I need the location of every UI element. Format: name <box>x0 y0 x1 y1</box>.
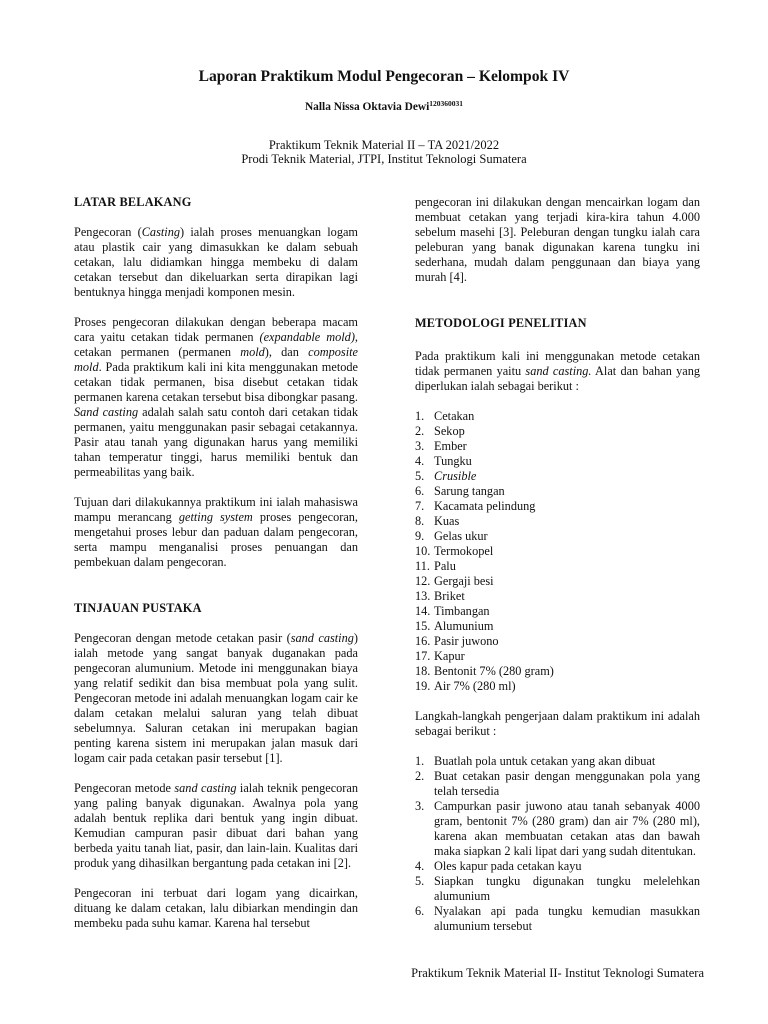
list-item <box>415 589 700 604</box>
list-text: Crusible <box>434 469 477 483</box>
list-number: 6. <box>415 904 425 918</box>
paragraph-7: pengecoran ini dilakukan dengan mencairkan logam dan membuat cetakan yang terjadi kira-kira tahun 4.000 sebelum masehi [3]. Peleburan dengan tungku ialah cara peleburan yang banak digunakan karena tungku ini sederhana, mudah dalam penggunaan dan biaya yang murah [4]. <box>415 195 700 284</box>
list-item <box>415 424 700 439</box>
list-number: 2. <box>415 424 425 438</box>
list-item <box>415 514 700 529</box>
list-text: Gelas ukur <box>434 529 488 543</box>
list-text: Sekop <box>434 424 465 438</box>
list-text: Timbangan <box>434 604 490 618</box>
text: ) ialah proses menuangkan logam atau plastik cair yang dimasukkan ke dalam sebuah cetakan, lalu didiamkan hingga membeku di dalam cetakan tersebut dan dikeluarkan serta dirapikan lagi bentuknya hingga menjadi komponen mesin. <box>74 225 359 299</box>
italic-term: Sand casting <box>74 405 139 419</box>
list-text: Briket <box>434 589 465 603</box>
list-text: Palu <box>434 559 456 573</box>
text: ), dan <box>264 345 309 359</box>
list-number: 4. <box>415 454 425 468</box>
spacer <box>74 585 358 601</box>
list-number: 15. <box>415 619 431 633</box>
text: Pengecoran metode <box>74 781 175 795</box>
list-number: 18. <box>415 664 431 678</box>
list-item <box>415 529 700 544</box>
spacer <box>415 300 700 316</box>
list-item <box>415 649 700 664</box>
list-number: 1. <box>415 754 425 768</box>
list-number: 7. <box>415 499 425 513</box>
list-number: 5. <box>415 874 425 888</box>
text: Pengecoran ( <box>74 225 142 239</box>
list-item <box>415 769 700 799</box>
list-text: Kapur <box>434 649 465 663</box>
list-number: 3. <box>415 799 425 813</box>
list-text: Termokopel <box>434 544 494 558</box>
list-item <box>415 634 700 649</box>
list-item <box>415 754 700 769</box>
italic-term: Casting <box>141 225 180 239</box>
text: adalah salah satu contoh dari cetakan tidak permanen, yaitu menggunakan pasir sebagai cetakannya. Pasir atau tanah yang digunakan harus yang memiliki tahan temperatur tinggi, harus memiliki bentuk dan permeabilitas yang baik. <box>74 405 358 479</box>
heading-latar-belakang: LATAR BELAKANG <box>74 195 192 209</box>
list-number: 5. <box>415 469 425 483</box>
italic-term: getting system <box>178 510 253 524</box>
author-line <box>0 101 768 113</box>
heading-metodologi: METODOLOGI PENELITIAN <box>415 316 587 330</box>
italic-term: sand casting <box>174 781 237 795</box>
list-number: 12. <box>415 574 431 588</box>
tools-list <box>415 409 700 694</box>
list-text: Buatlah pola untuk cetakan yang akan dibuat <box>434 754 656 768</box>
list-item <box>415 439 700 454</box>
list-item <box>415 574 700 589</box>
paper-title: Laporan Praktikum Modul Pengecoran – Kelompok IV <box>198 68 570 85</box>
italic-term: sand casting. <box>525 364 592 378</box>
italic-term: mold <box>240 345 265 359</box>
list-item <box>415 409 700 424</box>
list-text: Siapkan tungku digunakan tungku melelehkan alumunium <box>434 874 700 903</box>
list-number: 14. <box>415 604 431 618</box>
paragraph-6: Pengecoran ini terbuat dari logam yang dicairkan, dituang ke dalam cetakan, lalu dibiarkan mendingin dan membeku pada suhu kamar. Karena hal tersebut <box>74 886 358 930</box>
list-number: 13. <box>415 589 431 603</box>
text: proses pengecoran, mengetahui proses lebur dan paduan dalam pengecoran, serta mampu menganalisi proses penuangan dan pembekuan dalam pengecoran. <box>74 510 358 569</box>
text: , cetakan permanen (permanen <box>74 330 358 359</box>
list-number: 6. <box>415 484 425 498</box>
list-number: 8. <box>415 514 425 528</box>
list-text: Cetakan <box>434 409 475 423</box>
list-item <box>415 544 700 559</box>
list-item <box>415 499 700 514</box>
list-item <box>415 799 700 859</box>
list-number: 4. <box>415 859 425 873</box>
list-text: Kuas <box>434 514 460 528</box>
list-text: Kacamata pelindung <box>434 499 536 513</box>
list-text: Bentonit 7% (280 gram) <box>434 664 554 678</box>
list-number: 1. <box>415 409 425 423</box>
steps-list <box>415 754 700 934</box>
text: ) ialah metode yang sangat banyak duganakan pada pengecoran alumunium. Metode ini menggunakan biaya yang relatif sedikit dan bisa membuat pola yang sulit. Pengecoran metode ini adalah menuangkan logam cair ke dalam cetakan melalui saluran yang telah dibuat sebelumnya. Saluran cetakan ini merupakan bagian penting karena sistem ini merupakan jalan masuk dari logam cair pada cetakan pasir tersebut [1]. <box>74 631 359 765</box>
list-number: 9. <box>415 529 425 543</box>
list-text: Campurkan pasir juwono atau tanah sebanyak 4000 gram, bentonit 7% (280 gram) dan air 7% (280 ml), karena akan membuatan cetakan atas dan bawah maka siapkan 2 kali lipat dari yang sudah ditentukan. <box>434 799 700 858</box>
affiliation-line-2: Prodi Teknik Material, JTPI, Institut Teknologi Sumatera <box>241 152 527 166</box>
affiliation <box>0 138 768 166</box>
list-text: Nyalakan api pada tungku kemudian masukkan alumunium tersebut <box>434 904 700 933</box>
list-text: Air 7% (280 ml) <box>434 679 516 693</box>
list-item <box>415 874 700 904</box>
paragraph-8 <box>415 349 700 394</box>
list-item <box>415 664 700 679</box>
list-number: 10. <box>415 544 431 558</box>
text: Pada praktikum kali ini menggunakan metode cetakan tidak permanen yaitu <box>415 349 700 378</box>
paragraph-3 <box>74 495 358 570</box>
list-item <box>415 484 700 499</box>
italic-term: (expandable mold) <box>259 330 355 344</box>
list-item <box>415 559 700 574</box>
heading-tinjauan-pustaka: TINJAUAN PUSTAKA <box>74 601 202 615</box>
list-text: Alumunium <box>434 619 494 633</box>
right-column <box>415 195 700 949</box>
page-footer: Praktikum Teknik Material II- Institut Teknologi Sumatera <box>411 966 704 980</box>
list-number: 3. <box>415 439 425 453</box>
paragraph-1 <box>74 225 358 300</box>
list-item <box>415 604 700 619</box>
list-number: 17. <box>415 649 431 663</box>
italic-term: composite mold <box>74 345 358 374</box>
text: . Pada praktikum kali ini kita menggunakan metode cetakan tidak permanen, bisa disebut cetakan tidak permanen karena cetakan tersebut bisa dibongkar pasang. <box>74 360 358 404</box>
text: Pengecoran dengan metode cetakan pasir ( <box>74 631 291 645</box>
text: Tujuan dari dilakukannya praktikum ini ialah mahasiswa mampu merancang <box>74 495 358 524</box>
paragraph-9: Langkah-langkah pengerjaan dalam praktikum ini adalah sebagai berikut : <box>415 709 700 738</box>
left-column <box>74 195 358 946</box>
affiliation-line-1: Praktikum Teknik Material II – TA 2021/2022 <box>268 138 500 152</box>
list-text: Ember <box>434 439 467 453</box>
list-item <box>415 619 700 634</box>
list-item <box>415 859 700 874</box>
paragraph-4 <box>74 631 358 766</box>
list-number: 2. <box>415 769 425 783</box>
list-text: Pasir juwono <box>434 634 499 648</box>
list-text: Gergaji besi <box>434 574 494 588</box>
list-item <box>415 904 700 934</box>
list-text: Tungku <box>434 454 472 468</box>
list-item <box>415 679 700 694</box>
list-item <box>415 469 700 484</box>
list-number: 11. <box>415 559 430 573</box>
text: Alat dan bahan yang diperlukan ialah sebagai berikut : <box>415 364 700 393</box>
list-text: Sarung tangan <box>434 484 505 498</box>
list-text: Oles kapur pada cetakan kayu <box>434 859 582 873</box>
author-id: 120360031 <box>429 99 464 108</box>
text: Proses pengecoran dilakukan dengan beberapa macam cara yaitu cetakan tidak permanen <box>74 315 358 344</box>
author-name: Nalla Nissa Oktavia Dewi <box>304 101 430 113</box>
list-number: 16. <box>415 634 431 648</box>
text: ialah teknik pengecoran yang paling banyak digunakan. Awalnya pola yang adalah bentuk replika dari bentuk yang ingin dibuat. Kemudian campuran pasir dibuat dari bahan yang berbeda yaitu tanah liat, pasir, dan lain-lain. Kualitas dari produk yang dihasilkan bergantung pada cetakan ini [2]. <box>74 781 359 870</box>
paragraph-2 <box>74 315 358 480</box>
italic-term: sand casting <box>290 631 354 645</box>
paragraph-5 <box>74 781 358 871</box>
list-item <box>415 454 700 469</box>
list-text: Buat cetakan pasir dengan menggunakan pola yang telah tersedia <box>434 769 700 798</box>
list-number: 19. <box>415 679 431 693</box>
